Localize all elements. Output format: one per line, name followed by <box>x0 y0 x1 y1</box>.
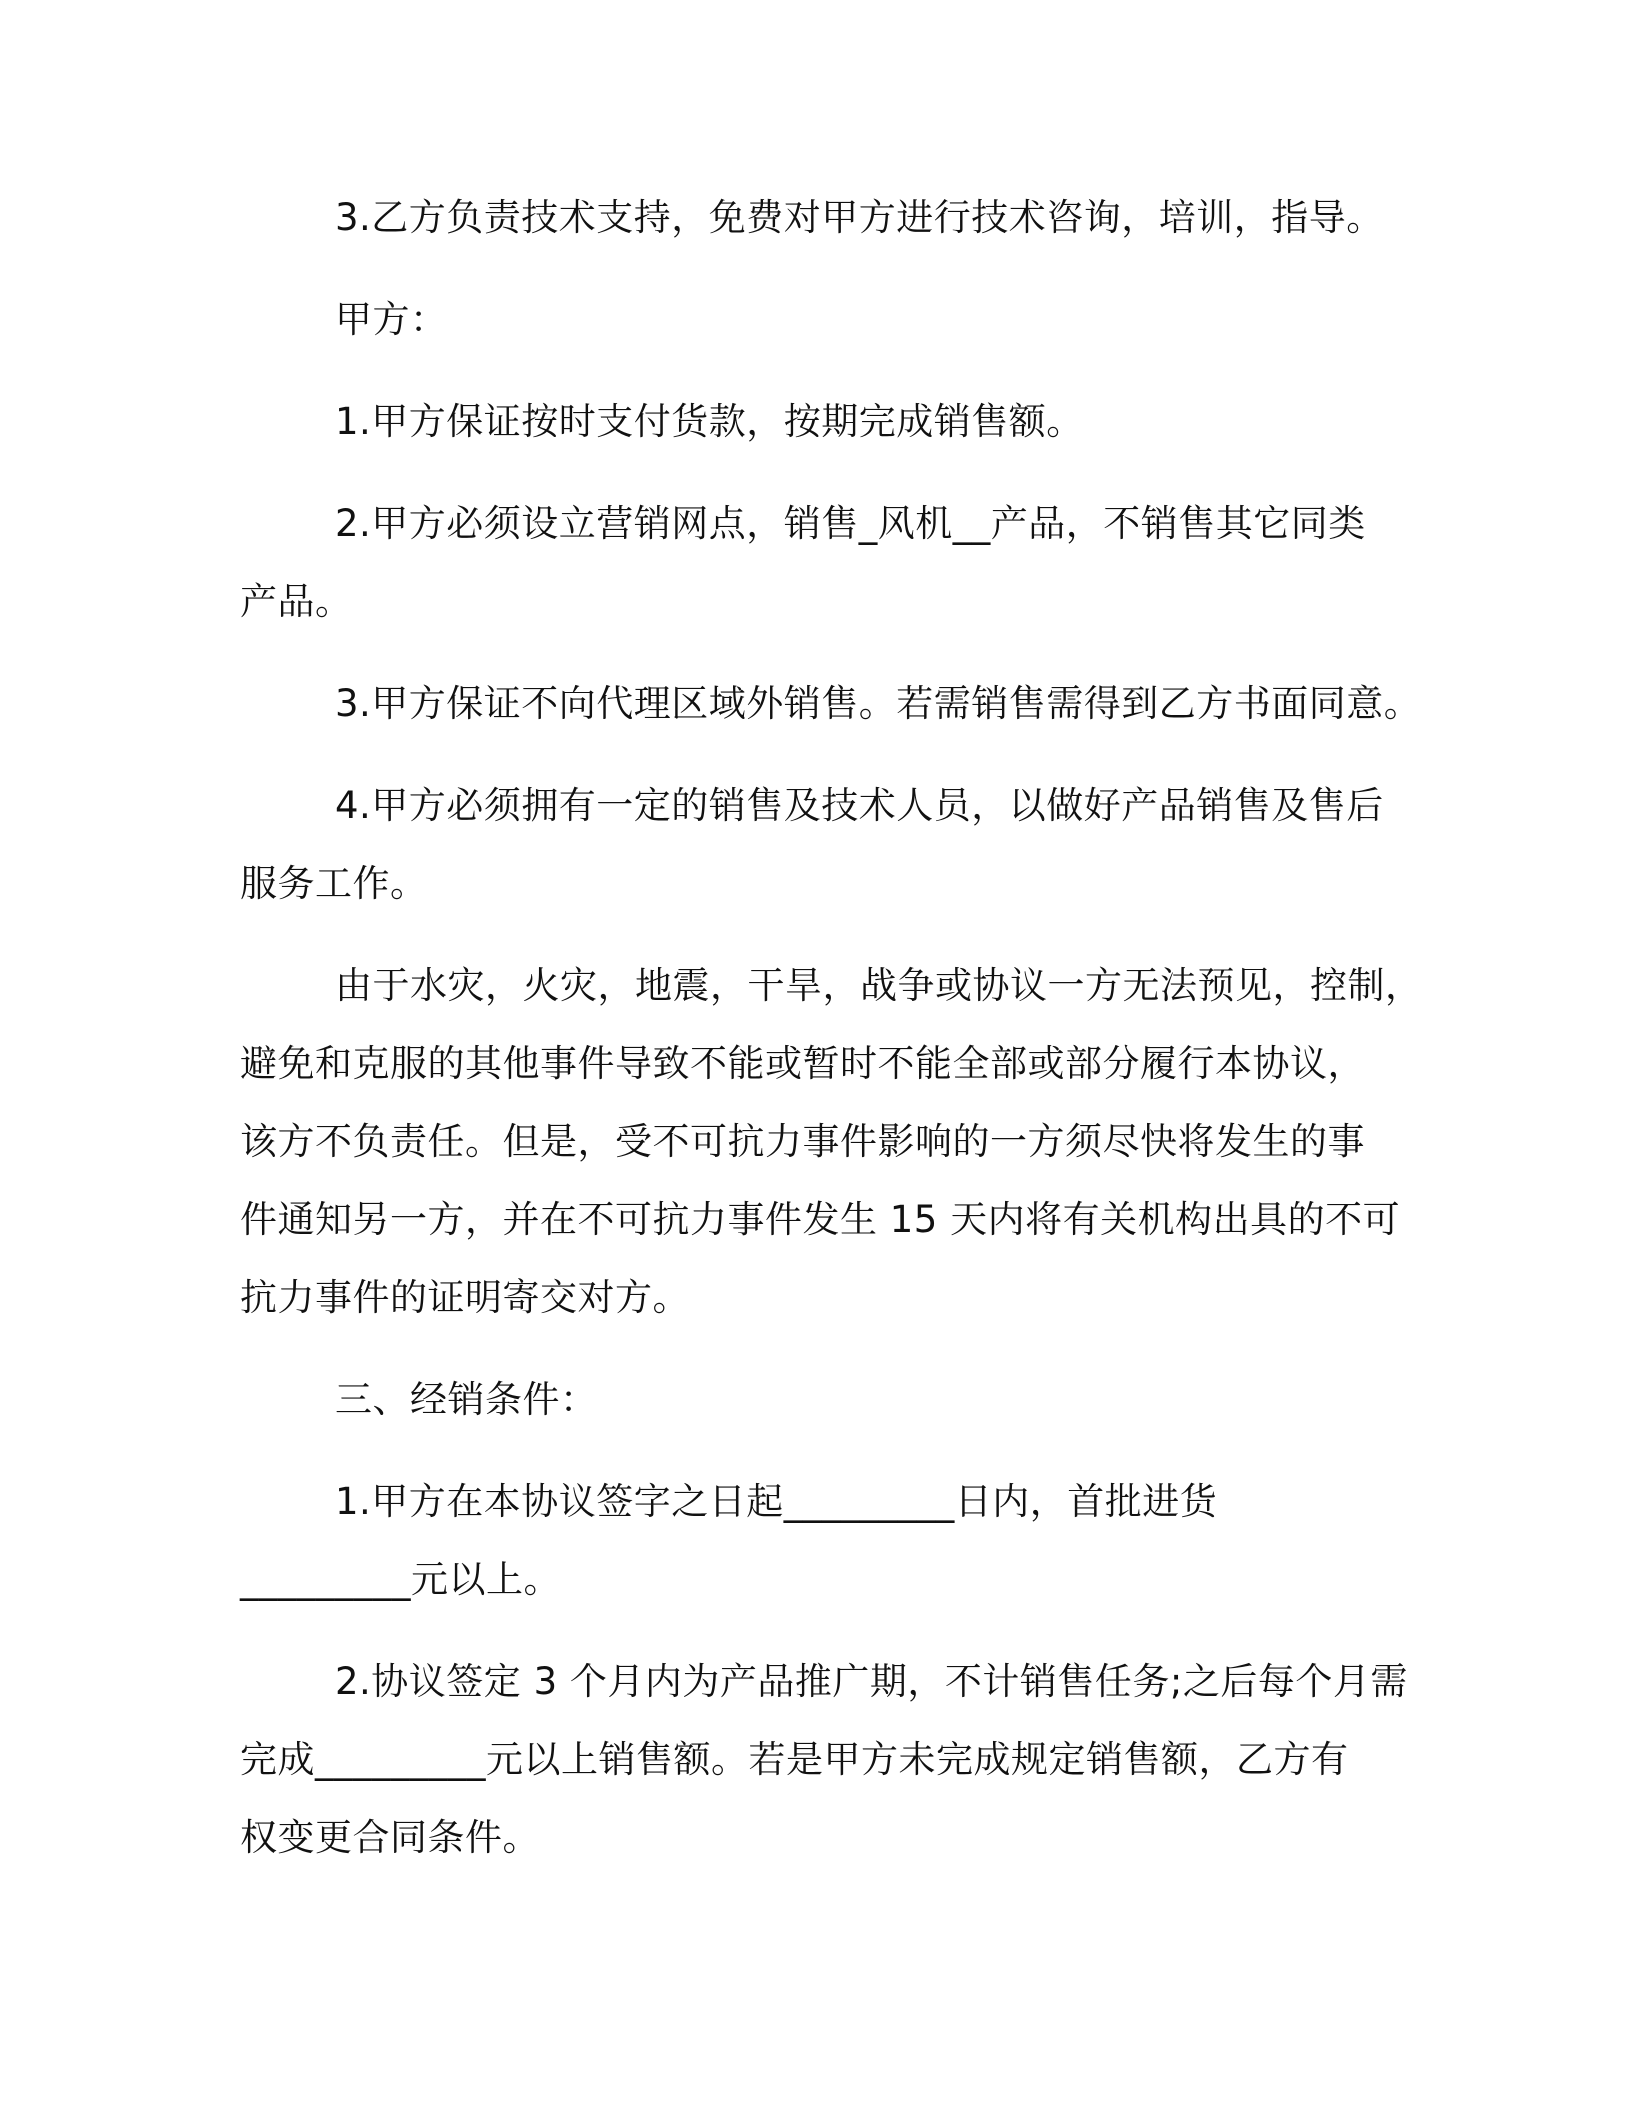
party-a-clause-4-line-1: 4.甲方必须拥有一定的销售及技术人员，以做好产品销售及售后 <box>335 784 1384 827</box>
terms-clause-2-line-3: 权变更合同条件。 <box>240 1816 540 1859</box>
party-a-clause-3: 3.甲方保证不向代理区域外销售。若需销售需得到乙方书面同意。 <box>335 682 1422 725</box>
party-a-heading: 甲方： <box>335 298 448 341</box>
force-majeure-line-1: 由于水灾，火灾，地震，干旱，战争或协议一方无法预见，控制， <box>335 964 1423 1007</box>
party-a-clause-2-line-2: 产品。 <box>240 580 353 623</box>
terms-clause-1-line-1: 1.甲方在本协议签字之日起_________日内，首批进货 <box>335 1480 1218 1523</box>
party-a-clause-1: 1.甲方保证按时支付货款，按期完成销售额。 <box>335 400 1084 443</box>
party-a-clause-2-line-1: 2.甲方必须设立营销网点，销售_风机__产品，不销售其它同类 <box>335 502 1366 545</box>
force-majeure-line-5: 抗力事件的证明寄交对方。 <box>240 1276 690 1319</box>
section-3-heading: 三、经销条件： <box>335 1378 598 1421</box>
force-majeure-line-2: 避免和克服的其他事件导致不能或暂时不能全部或部分履行本协议， <box>240 1042 1365 1085</box>
force-majeure-line-4: 件通知另一方，并在不可抗力事件发生 15 天内将有关机构出具的不可 <box>240 1198 1401 1241</box>
party-a-clause-4-line-2: 服务工作。 <box>240 862 428 905</box>
terms-clause-2-line-2: 完成_________元以上销售额。若是甲方未完成规定销售额，乙方有 <box>240 1738 1349 1781</box>
terms-clause-2-line-1: 2.协议签定 3 个月内为产品推广期，不计销售任务;之后每个月需 <box>335 1660 1408 1703</box>
terms-clause-1-line-2: _________元以上。 <box>240 1558 561 1601</box>
force-majeure-line-3: 该方不负责任。但是，受不可抗力事件影响的一方须尽快将发生的事 <box>240 1120 1365 1163</box>
clause-b-3: 3.乙方负责技术支持，免费对甲方进行技术咨询，培训，指导。 <box>335 196 1384 239</box>
